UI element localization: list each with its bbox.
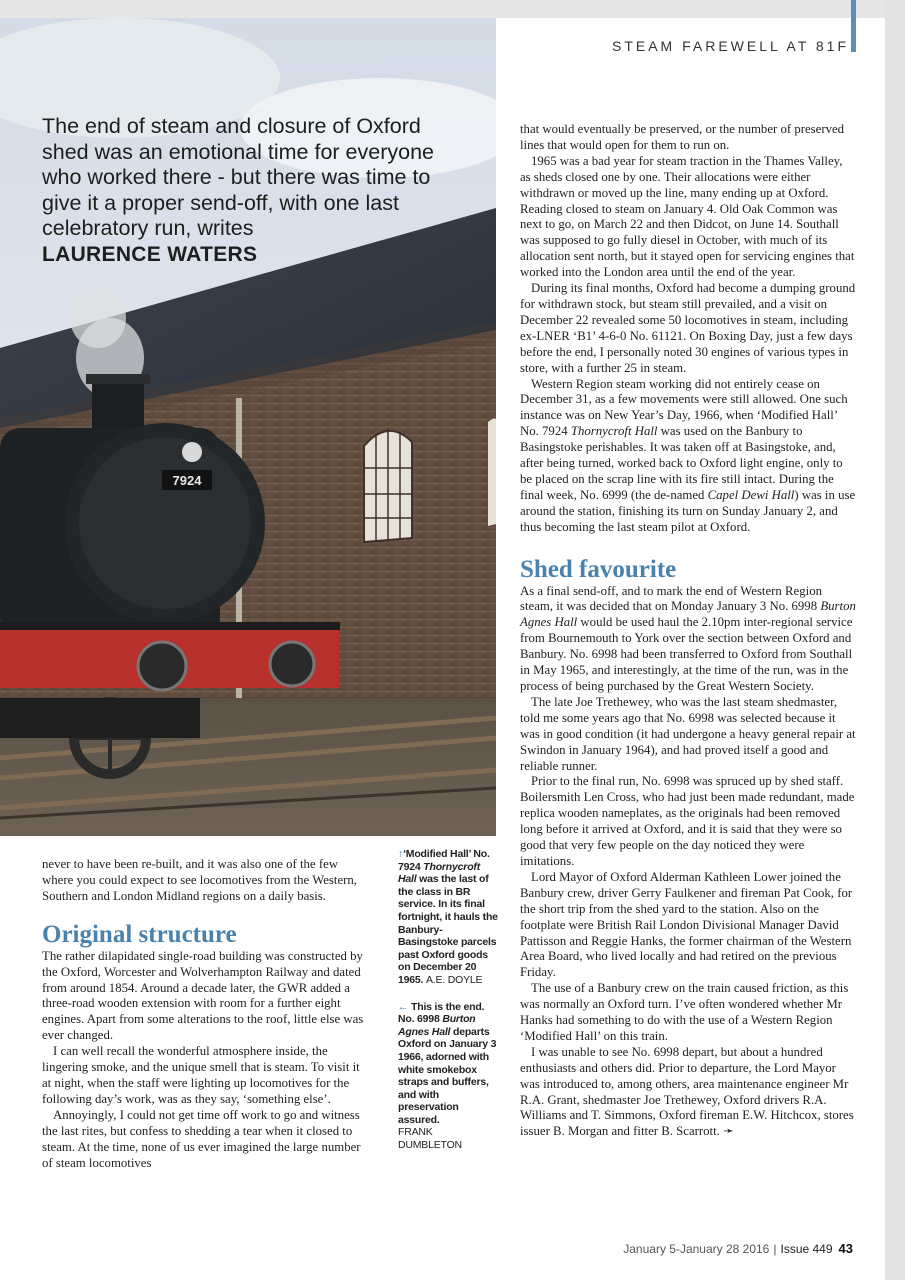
photo-credit: FRANK DUMBLETON xyxy=(398,1126,462,1152)
column-left xyxy=(42,857,372,1171)
photo-credit: A.E. DOYLE xyxy=(426,973,483,986)
paragraph: I was unable to see No. 6998 depart, but about a hundred enthusiasts and others did. Prior to departure, the Lord Mayor was introduced to, among others, area maintenance engineer Mr R.A. Grant, shedmaster Joe Trethewey, Oxford drivers R.A. Williams and T. Simmons, Oxford fireman E.W. Hitchcox, stores issuer B. Morgan and fitter B. Scarrott. ➛ xyxy=(520,1044,854,1139)
section-header: STEAM FAREWELL AT 81F xyxy=(611,38,849,54)
paragraph: Lord Mayor of Oxford Alderman Kathleen Lower joined the Banbury crew, driver Gerry Faulkener and fireman Pat Cook, for the short trip from the shed yard to the station. Also on the footplate were British Rail London Divisional Manager David Pattisson and Reggie Hanks, the former chairman of the Western Area Board, who lived locally and had retired on the previous Friday. xyxy=(520,869,853,980)
section-tab-marker xyxy=(851,0,856,52)
paragraph: 1965 was a bad year for steam traction in the Thames Valley, as sheds closed one by one. Their allocations were either withdrawn or moved up the line, many ending up at Oxford. Reading closed to steam on January 4. Old Oak Common was next to go, on March 22 and then Didcot, on June 14. Southall was supposed to go fully diesel in October, with much of its allocation sent north, but it stayed open for servicing engines that worked into the London area until the end of the year. xyxy=(520,153,855,280)
smokebox-number-plate: 7924 xyxy=(172,473,202,488)
paragraph: The late Joe Trethewey, who was the last steam shedmaster, told me some years ago that No. 6998 was selected because it was in good condition (it had undergone a heavy general repair at Swindon in January 1964), and had proved itself a good and reliable runner. xyxy=(520,694,856,773)
paragraph: The use of a Banbury crew on the train caused friction, as this was normally an Oxford turn. I’ve often wondered whether Mr Hanks had something to do with the use of a Western Region ‘Modified Hall’ on this train. xyxy=(520,981,849,1043)
paragraph: As a final send-off, and to mark the end of Western Region steam, it was decided that on Monday January 3 No. 6998 Burton Agnes Hall would be used haul the 2.10pm inter-regional service from Bournemouth to York over the section between Oxford and Banbury. No. 6998 had been transferred to Oxford from Southall in May 1965, and interestingly, at the time of the run, was in the process of being purchased by the Great Western Society. xyxy=(520,583,856,693)
photo-captions xyxy=(398,848,498,1166)
column-right xyxy=(520,122,856,1140)
standfirst-text: The end of steam and closure of Oxford shed was an emotional time for everyone who worked there - but there was time to give it a proper send-off, with one last celebratory run, writes xyxy=(42,114,434,240)
paragraph: Prior to the final run, No. 6998 was spruced up by shed staff. Boilersmith Len Cross, who had just been made redundant, made replica wooden nameplates, as the originals had been removed long before it arrived at Oxford, and it is said that they were so good that very few people on the day noticed they were imitations. xyxy=(520,774,855,868)
subheading-shed-favourite: Shed favourite xyxy=(520,555,677,583)
issue-dates: January 5-January 28 2016 xyxy=(623,1242,770,1256)
standfirst xyxy=(42,114,472,267)
paragraph: I can well recall the wonderful atmosphere inside, the lingering smoke, and the unique smell that is steam. To visit it at night, when the staff were lighting up locomotives for the following day’s work, was as they say, ‘something else’. xyxy=(42,1044,360,1106)
byline-author: LAURENCE WATERS xyxy=(42,242,258,266)
arrow-left-icon: ← xyxy=(398,1000,409,1013)
subheading-original-structure: Original structure xyxy=(42,920,237,948)
paragraph: The rather dilapidated single-road building was constructed by the Oxford, Worcester and Wolverhampton Railway and dated from around 1854. Around a decade later, the GWR added a three-road wooden extension with room for a further eight engines. Apart from some alterations to the roof, little else was ever changed. xyxy=(42,948,364,1043)
continue-arrow-icon: ➛ xyxy=(723,1124,734,1139)
arrow-up-icon: ↑ xyxy=(398,848,404,860)
caption-thornycroft-hall: ↑‘Modified Hall’ No. 7924 Thornycroft Hall was the last of the class in BR service. In its final fortnight, it hauls the Banbury-Basingstoke parcels past Oxford goods on December 20 1965. A.E. DOYLE xyxy=(398,848,498,986)
paragraph: Western Region steam working did not entirely cease on December 31, as a few movements were still allowed. One such instance was on New Year’s Day, 1966, when ‘Modified Hall’ No. 7924 Thornycroft Hall was used on the Banbury to Basingstoke perishables. It was taken off at Basingstoke, and, after being turned, worked back to Oxford light engine, only to be placed on the scrap line with its fire still intact. During the final week, No. 6999 (the de-named Capel Dewi Hall) was in use around the station, finishing its turn on Sunday January 2, and thus becoming the last steam pilot at Oxford. xyxy=(520,376,856,534)
right-margin-band xyxy=(885,0,905,1280)
page-footer: January 5-January 28 2016 | Issue 449 43 xyxy=(623,1241,853,1256)
paragraph: never to have been re-built, and it was also one of the few where you could expect to see locomotives from the Western, Southern and London Midland regions on a daily basis. xyxy=(42,857,358,903)
paragraph: Annoyingly, I could not get time off work to go and witness the last rites, but confess to shedding a tear when it closed to steam. At the time, none of us ever imagined the large number of steam locomotives xyxy=(42,1107,361,1170)
paragraph: During its final months, Oxford had become a dumping ground for withdrawn stock, but steam still prevailed, and a visit on December 22 revealed some 50 locomotives in steam, including ex-LNER ‘B1’ 4-6-0 No. 61121. On Boxing Day, just a few days before the end, I personally noted 30 engines of various types in store, with a further 25 in steam. xyxy=(520,281,856,375)
caption-burton-agnes-hall: ← This is the end. No. 6998 Burton Agnes Hall departs Oxford on January 3 1966, adorned with white smokebox straps and buffers, and with preservation assured. FRANK DUMBLETON xyxy=(398,1000,497,1152)
issue-number: Issue 449 xyxy=(780,1242,833,1256)
shed-window xyxy=(364,428,412,542)
paragraph: that would eventually be preserved, or the number of preserved lines that would open for them to run on. xyxy=(520,122,845,152)
top-margin-band xyxy=(0,0,885,18)
page-number: 43 xyxy=(838,1241,853,1256)
